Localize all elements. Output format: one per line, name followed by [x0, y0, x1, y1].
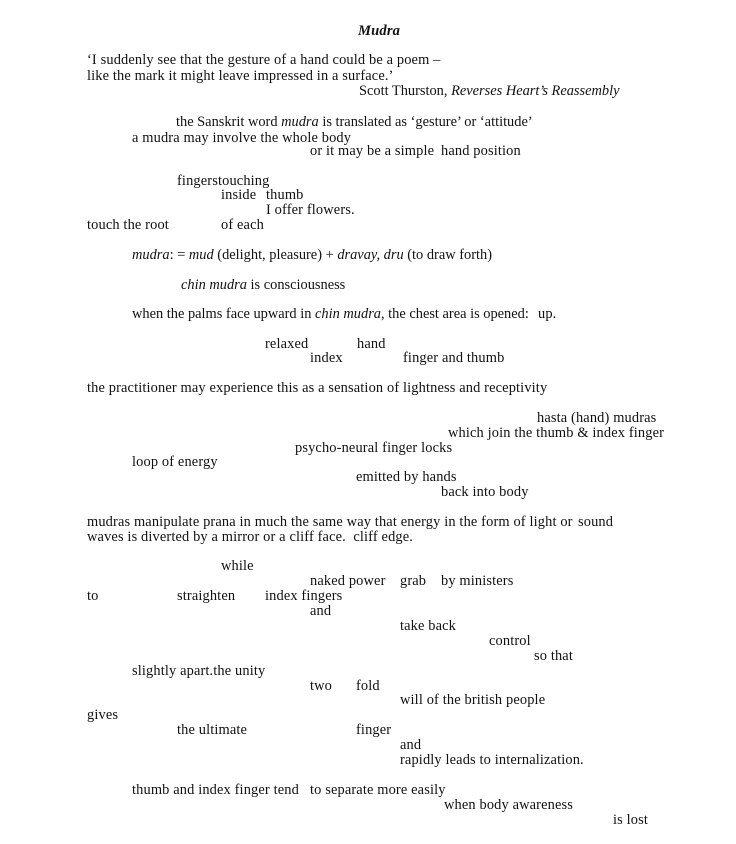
while-fragment: while [221, 558, 254, 574]
sanskrit-word: mudra [281, 114, 319, 130]
psycho-neural-fragment: psycho-neural finger locks [295, 440, 453, 456]
thumb-index-tend-fragment: thumb and index finger tend [132, 782, 299, 798]
palms-post: , the chest area is opened: [380, 306, 529, 322]
etymology-mudra: mudra [132, 247, 170, 263]
page-title: Mudra [358, 23, 401, 39]
loop-of-energy-fragment: loop of energy [132, 454, 218, 470]
hand-fragment: hand [357, 336, 386, 352]
when-body-awareness-fragment: when body awareness [444, 797, 574, 813]
chin-mudra-gloss: is consciousness [246, 277, 346, 293]
prana-line-2: waves is diverted by a mirror or a cliff face. cliff edge. [87, 529, 414, 545]
by-ministers-fragment: by ministers [441, 573, 514, 589]
to-fragment: to [87, 588, 99, 604]
control-fragment: control [489, 633, 531, 649]
chin-mudra-line [181, 277, 345, 294]
to-separate-fragment: to separate more easily [310, 782, 446, 798]
sanskrit-post: is translated as ‘gesture’ or ‘attitude’ [318, 114, 533, 130]
rapidly-leads-fragment: rapidly leads to internalization. [400, 752, 584, 768]
finger-and-thumb-fragment: finger and thumb [403, 350, 505, 366]
palms-chin-mudra: chin mudra [315, 306, 381, 322]
touch-the-root-fragment: touch the root [87, 217, 169, 233]
index-fragment: index [310, 350, 343, 366]
is-lost-fragment: is lost [613, 812, 648, 828]
prana-line-1: mudras manipulate prana in much the same way that energy in the form of light or [87, 514, 573, 530]
two-fragment: two [310, 678, 333, 694]
whole-body-line: a mudra may involve the whole body [132, 130, 352, 146]
thumb-fragment: thumb [266, 187, 304, 203]
fingerstouching-fragment: fingerstouching [177, 173, 270, 189]
simple-fragment: or it may be a simple [310, 143, 435, 159]
and-fragment-2: and [400, 737, 422, 753]
etymology-mud: mud [188, 247, 214, 263]
gives-fragment: gives [87, 707, 119, 723]
epigraph-attribution [359, 83, 619, 100]
so-that-fragment: so that [534, 648, 573, 664]
attribution-work: Reverses Heart’s Reassembly [451, 83, 620, 99]
up-fragment: up. [538, 306, 557, 322]
straighten-fragment: straighten [177, 588, 236, 604]
palms-line [132, 306, 529, 323]
which-join-fragment: which join the thumb & index finger [448, 425, 665, 441]
sanskrit-line [176, 114, 533, 131]
back-into-body-fragment: back into body [441, 484, 529, 500]
the-ultimate-fragment: the ultimate [177, 722, 248, 738]
inside-fragment: inside [221, 187, 257, 203]
chin-mudra-term: chin mudra [181, 277, 247, 293]
etymology-gloss-1: (delight, pleasure) + [213, 247, 338, 263]
etymology-line [132, 247, 492, 264]
prana-sound-fragment: sound [578, 514, 614, 530]
sanskrit-pre: the Sanskrit word [176, 114, 282, 130]
and-fragment-1: and [310, 603, 332, 619]
etymology-gloss-2: (to draw forth) [403, 247, 492, 263]
relaxed-fragment: relaxed [265, 336, 309, 352]
grab-fragment: grab [400, 573, 427, 589]
slightly-apart-fragment: slightly apart.the unity [132, 663, 266, 679]
epigraph-line-2: like the mark it might leave impressed in a surface.’ [87, 68, 394, 84]
emitted-by-hands-fragment: emitted by hands [356, 469, 457, 485]
naked-power-fragment: naked power [310, 573, 386, 589]
index-fingers-fragment: index fingers [265, 588, 343, 604]
epigraph-line-1: ‘I suddenly see that the gesture of a hand could be a poem – [87, 52, 441, 68]
hasta-fragment: hasta (hand) mudras [537, 410, 657, 426]
fold-fragment: fold [356, 678, 380, 694]
practitioner-line: the practitioner may experience this as a sensation of lightness and receptivity [87, 380, 548, 396]
will-of-british-people-fragment: will of the british people [400, 692, 546, 708]
etymology-equals: : = [169, 247, 189, 263]
of-each-fragment: of each [221, 217, 264, 233]
attribution-author: Scott Thurston, [359, 83, 452, 99]
hand-position-fragment: hand position [441, 143, 521, 159]
etymology-dravay-dru: dravay, dru [337, 247, 404, 263]
offer-flowers-fragment: I offer flowers. [266, 202, 355, 218]
palms-pre: when the palms face upward in [132, 306, 316, 322]
take-back-fragment: take back [400, 618, 457, 634]
finger-fragment: finger [356, 722, 392, 738]
